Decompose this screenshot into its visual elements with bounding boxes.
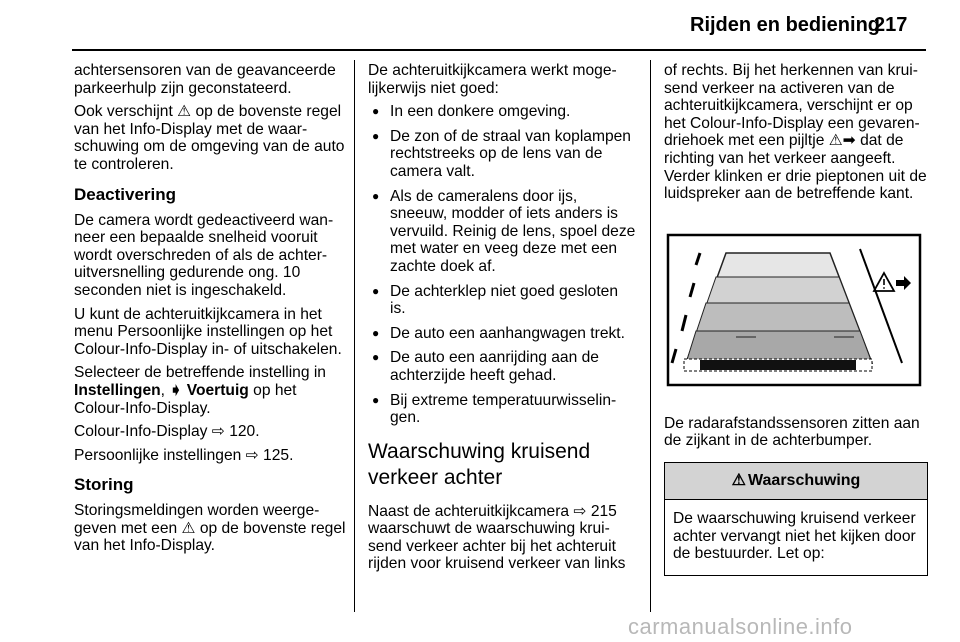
paragraph: Ook verschijnt ⚠ op de bovenste regel van het Info-Display met de waarschuwing om de omgeving van de auto te controleren.	[74, 103, 345, 173]
heading-deactivering: Deactivering	[74, 184, 177, 204]
paragraph: De camera wordt gedeactiveerd wanneer een bepaalde snelheid vooruit wordt overschreden of als de achteruitversnelling gedurende ong. 10 seconden niet is ingeschakeld.	[74, 211, 334, 299]
paragraph: Selecteer de betreffende instelling in Instellingen, ➧ Voertuig op het Colour-Info-Display.	[74, 364, 326, 417]
warning-box-header	[665, 463, 927, 500]
paragraph: Naast de achteruitkijkcamera ⇨ 215 waarschuwt de waarschuwing kruisend verkeer achter bij het achteruit rijden voor kruisend verkeer van links	[368, 502, 626, 573]
watermark: carmanualsonline.info	[628, 614, 853, 639]
column-left	[74, 62, 346, 561]
warning-box	[664, 462, 928, 576]
list-item: ● De achterklep niet goed gesloten is.	[368, 283, 636, 318]
warning-triangle-icon: ⚠	[731, 472, 747, 490]
column-right	[664, 62, 930, 576]
list-item: ● In een donkere omgeving.	[368, 103, 636, 121]
heading-storing: Storing	[74, 475, 134, 495]
list-item: ● Als de cameralens door ijs, sneeuw, modder of iets anders is vervuild. Reinig de lens, spoel deze met water en veeg deze met een zachte doek af.	[368, 188, 636, 276]
page-header-title: Rijden en bediening	[690, 14, 881, 36]
section-heading: Waarschuwing kruisend verkeer achter	[368, 439, 591, 489]
reference-arrow-icon: ⇨	[245, 446, 259, 464]
paragraph: Storingsmeldingen worden weergegeven met een ⚠ op de bovenste regel van het Info-Display.	[74, 502, 346, 555]
column-middle	[368, 62, 636, 579]
warning-triangle-icon: ⚠	[181, 519, 196, 537]
paragraph: of rechts. Bij het herkennen van kruisend verkeer na activeren van de achteruitkijkcamera, verschijnt er op het Colour-Info-Display een gevarendriehoek met een pijltje ⚠➡ dat de richting van het verkeer aangeeft. Verder klinken er drie pieptonen uit de luidspreker aan de betreffende kant.	[664, 62, 927, 203]
list-item: ● Bij extreme temperatuurwisselingen.	[368, 392, 636, 427]
warning-arrow-icon: ⚠➡	[828, 132, 856, 150]
paragraph: De radarafstandssensoren zitten aan de zijkant in de achterbumper.	[664, 414, 920, 450]
rear-camera-view-image	[664, 213, 922, 393]
warning-triangle-icon: ⚠	[177, 103, 192, 121]
reference-arrow-icon: ⇨	[211, 423, 225, 441]
paragraph: achtersensoren van de geavanceerde parkeerhulp zijn geconstateerd.	[74, 62, 336, 97]
list-item: ● De auto een aanrijding aan de achterzijde heeft gehad.	[368, 349, 636, 384]
warning-text: De waarschuwing kruisend verkeer achter vervangt niet het kijken door de bestuurder. Let op:	[673, 509, 916, 563]
column-divider-2	[650, 60, 651, 612]
paragraph: U kunt de achteruitkijkcamera in het menu Persoonlijke instellingen op het Colour-Info-Display in- of uitschakelen.	[74, 305, 342, 358]
column-divider-1	[354, 60, 355, 612]
list-item: ● De zon of de straal van koplampen rechtstreeks op de lens van de camera valt.	[368, 128, 636, 181]
cross-reference[interactable]: Persoonlijke instellingen ⇨ 125.	[74, 446, 294, 464]
warning-title: Waarschuwing	[748, 472, 861, 490]
cross-reference[interactable]: Colour-Info-Display ⇨ 120.	[74, 423, 260, 441]
condition-list	[368, 103, 636, 427]
paragraph: De achteruitkijkcamera werkt mogelijkerwijs niet goed:	[368, 62, 617, 97]
page-number: 217	[874, 14, 908, 36]
header-rule	[72, 49, 926, 51]
list-item: ● De auto een aanhangwagen trekt.	[368, 325, 636, 343]
reference-arrow-icon: ⇨	[573, 502, 587, 520]
camera-display-illustration	[664, 213, 922, 393]
